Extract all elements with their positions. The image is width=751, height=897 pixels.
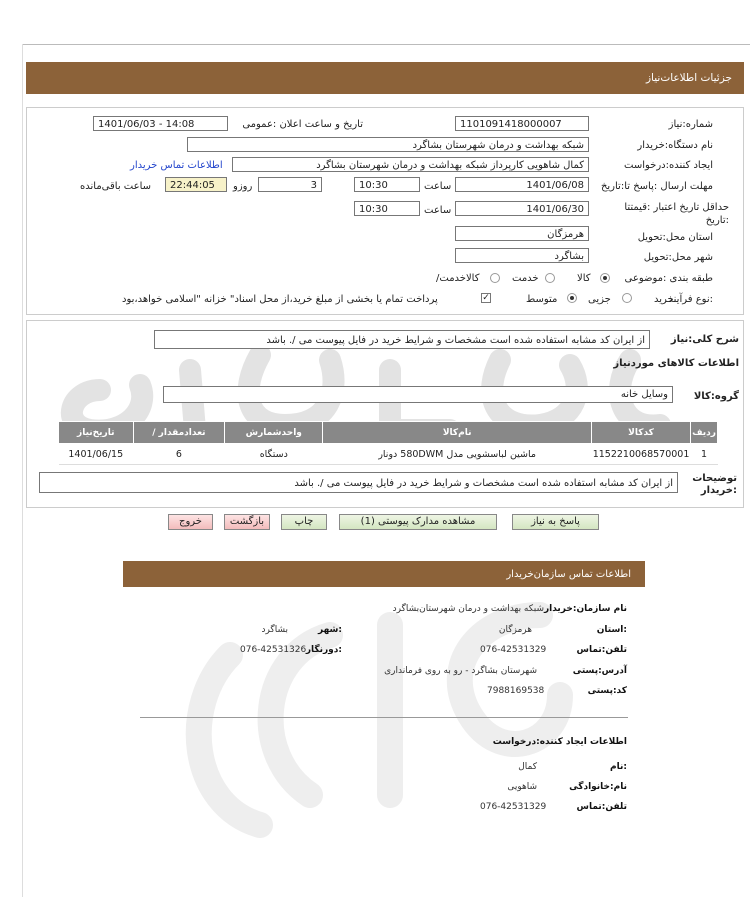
creator-phone-label: تلفن:تماس — [576, 802, 627, 812]
contact-province: هرمزگان — [498, 625, 532, 635]
col-item-name: نام‌کالا — [323, 422, 592, 444]
process-medium-label: متوسط — [526, 294, 558, 305]
goods-table — [58, 421, 718, 465]
cell-need-date: 1401/06/15 — [59, 444, 134, 465]
days-field: 3 — [258, 177, 322, 192]
contact-org: شبکه بهداشت و درمان شهرستان‌بشاگرد — [392, 604, 544, 614]
validity-label: حداقل تاریخ اعتبار :قیمتتا :تاریخ — [624, 202, 729, 226]
remaining-time-field: 22:44:05 — [165, 177, 227, 192]
buyer-notes-field: از ایران کد مشابه استفاده شده است مشخصات و شرایط خرید در فایل پیوست می /. باشد — [39, 472, 678, 493]
need-number-field: 1101091418000007 — [455, 116, 589, 131]
treasury-payment-note: پرداخت تمام یا بخشی از مبلغ خرید،از محل اسناد" خزانه "اسلامی خواهد،بود — [122, 294, 438, 305]
days-label: روزو — [233, 181, 253, 192]
col-quantity: / تعدادمقدار — [133, 422, 225, 444]
creator-phone: 076-42531329 — [480, 802, 547, 812]
process-type-label: نوع فرآیند: — [668, 294, 713, 305]
contact-phone-label: تلفن:تماس — [576, 645, 627, 655]
col-item-code: کدکالا — [592, 422, 691, 444]
col-row: ردیف — [691, 422, 718, 444]
validity-date-field: 1401/06/30 — [455, 201, 589, 216]
buyer-notes-label: توضیحات :خریدار — [692, 473, 737, 496]
creator-name-label: نام: — [610, 762, 627, 772]
province-label: استان محل:تحویل — [637, 232, 713, 243]
key-desc-field: از ایران کد مشابه استفاده شده است مشخصات و شرایط خرید در فایل پیوست می /. باشد — [154, 330, 650, 349]
goods-info-title: اطلاعات کالاهای موردنیاز — [613, 358, 739, 369]
deadline-date-field: 1401/06/08 — [455, 177, 589, 192]
process-medium-radio[interactable] — [567, 293, 577, 303]
category-service-radio[interactable] — [545, 273, 555, 283]
announce-field: 1401/06/03 - 14:08 — [93, 116, 228, 131]
category-goods-label: کالا — [577, 273, 591, 284]
announce-label: تاریخ و ساعت اعلان :عمومی — [242, 119, 363, 130]
contact-city-label: شهر: — [318, 625, 342, 635]
print-button[interactable]: چاپ — [281, 514, 327, 530]
creator-family: شاهویی — [507, 782, 537, 792]
remaining-label: ساعت باقی‌مانده — [80, 181, 152, 192]
back-button[interactable]: بازگشت — [224, 514, 270, 530]
buyer-org-field: شبکه بهداشت و درمان شهرستان بشاگرد — [187, 137, 589, 152]
goods-group-label: گروه:کالا — [693, 391, 739, 402]
cell-unit: دستگاه — [225, 444, 323, 465]
process-buy-label: خرید — [654, 294, 674, 305]
contact-phone: 076-42531329 — [480, 645, 547, 655]
exit-button[interactable]: خروج — [168, 514, 213, 530]
creator-info-title: اطلاعات ایجاد کننده:درخواست — [492, 737, 627, 747]
category-label: طبقه بندی :موضوعی — [624, 273, 713, 284]
creator-label: ایجاد کننده:درخواست — [624, 160, 713, 171]
goods-group-field: وسایل خانه — [163, 386, 673, 403]
contact-org-label: نام سازمان:خریدار — [543, 604, 627, 614]
contact-city: بشاگرد — [261, 625, 288, 635]
process-partial-radio[interactable] — [622, 293, 632, 303]
reply-button[interactable]: پاسخ به نیاز — [512, 514, 599, 530]
category-service-label: خدمت — [512, 273, 539, 284]
creator-family-label: نام:خانوادگی — [569, 782, 627, 792]
city-field: بشاگرد — [455, 248, 589, 263]
left-divider — [22, 44, 23, 897]
deadline-time-field: 10:30 — [354, 177, 420, 192]
buyer-contact-link[interactable]: اطلاعات تماس خریدار — [130, 160, 223, 171]
page-header — [26, 62, 744, 94]
contact-header-title: اطلاعات تماس سازمان‌خریدار — [506, 569, 631, 580]
view-attachments-button[interactable]: مشاهده مدارک پیوستی (1) — [339, 514, 497, 530]
goods-table-header — [59, 422, 718, 444]
process-partial-label: جزیی — [588, 294, 611, 305]
city-label: شهر محل:تحویل — [643, 252, 713, 263]
cell-item-name: ماشین لباسشویی مدل 580DWM دونار — [323, 444, 592, 465]
category-goods-radio[interactable] — [600, 273, 610, 283]
creator-field: کمال شاهویی کارپرداز شبکه بهداشت و درمان شهرستان بشاگرد — [232, 157, 589, 172]
need-number-label: شماره:نیاز — [668, 119, 713, 130]
contact-address-label: آدرس:پستی — [572, 666, 627, 676]
validity-time-label: ساعت — [424, 205, 452, 216]
key-desc-label: شرح کلی:نیاز — [670, 334, 739, 345]
category-both-radio[interactable] — [490, 273, 500, 283]
table-row — [59, 444, 718, 465]
contact-postal-label: کد:پستی — [587, 686, 627, 696]
province-field: هرمزگان — [455, 226, 589, 241]
contact-province-label: استان: — [596, 625, 627, 635]
category-both-label: /کالاخدمت — [436, 273, 480, 284]
contact-header — [123, 561, 645, 587]
cell-item-code: 1152210068570001 — [592, 444, 691, 465]
validity-time-field: 10:30 — [354, 201, 420, 216]
cell-quantity: 6 — [133, 444, 225, 465]
col-unit: واحدشمارش — [225, 422, 323, 444]
treasury-payment-checkbox[interactable]: ✓ — [482, 293, 490, 303]
cell-row: 1 — [691, 444, 718, 465]
creator-name: کمال — [518, 762, 537, 772]
contact-watermark — [140, 595, 620, 855]
col-need-date: تاریخ‌نیاز — [59, 422, 134, 444]
page-header-title: جزئیات اطلاعات‌نیاز — [645, 72, 732, 84]
contact-postal: 7988169538 — [487, 686, 545, 696]
contact-separator — [140, 717, 628, 718]
top-divider — [22, 44, 750, 45]
contact-address: شهرستان بشاگرد - رو به روی فرمانداری — [384, 666, 537, 676]
contact-fax: 076-42531326 — [240, 645, 307, 655]
deadline-label: مهلت ارسال :پاسخ تا:تاریخ — [600, 181, 713, 192]
buyer-org-label: نام دستگاه:خریدار — [637, 140, 713, 151]
contact-fax-label: دورنگار: — [305, 645, 342, 655]
deadline-time-label: ساعت — [424, 181, 452, 192]
